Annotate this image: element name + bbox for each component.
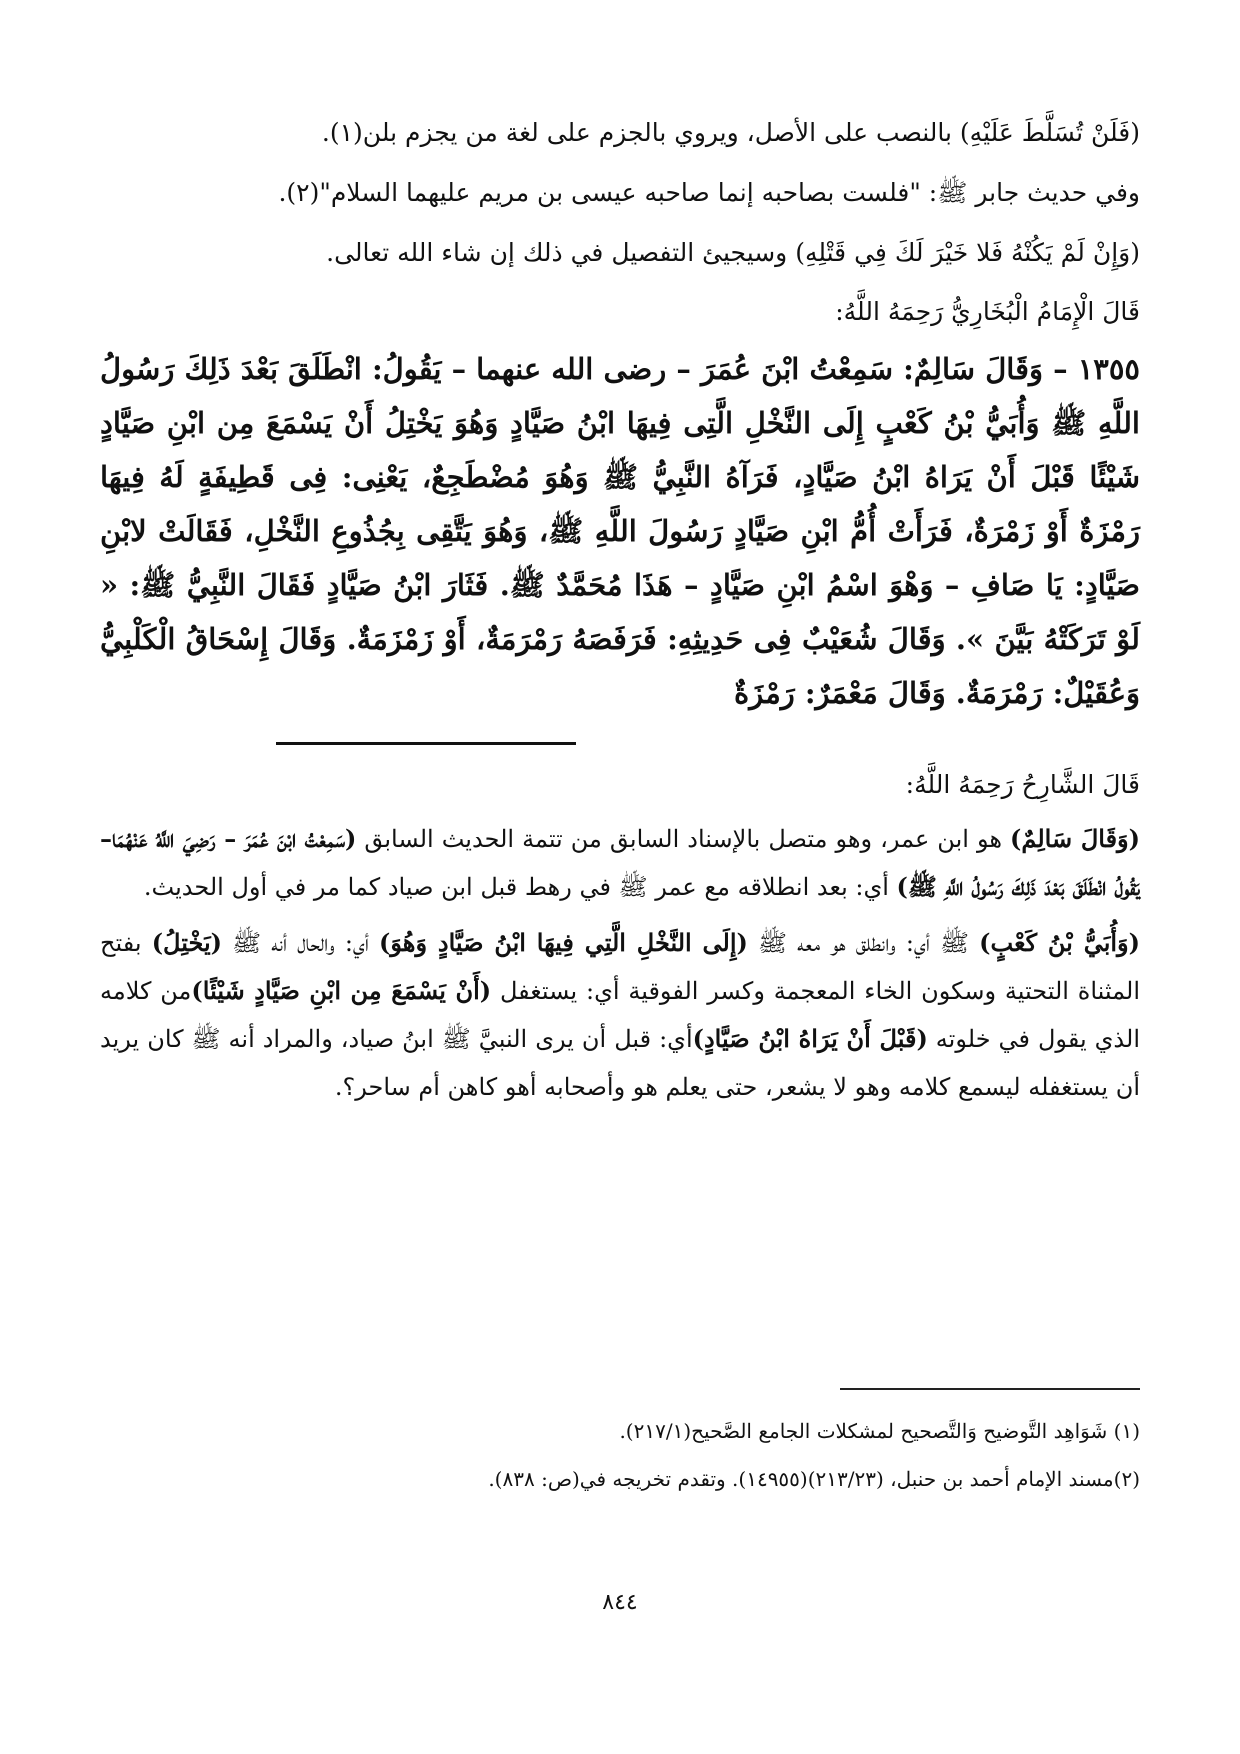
- imam-label: قَالَ الْإِمَامُ الْبُخَارِيُّ رَحِمَهُ اللَّهُ:: [835, 297, 1140, 326]
- page-number: ٨٤٤: [602, 1590, 638, 1615]
- hadith-divider: [276, 742, 576, 745]
- sharih-label: قَالَ الشَّارِحُ رَحِمَهُ اللَّهُ:: [905, 770, 1140, 799]
- commentary-text: من كلامه الذي يقول في خلوته: [100, 977, 1141, 1053]
- intro-line: وفي حديث جابر ﷺ: "فلست بصاحبه إنما صاحبه عيسى بن مريم عليهما السلام"(٢).: [278, 178, 1140, 207]
- commentary-text: ﷺ أي: وانطلق هو معه ﷺ: [747, 929, 980, 957]
- commentary-text: أي: بعد انطلاقه مع عمر ﷺ في رهط قبل ابن صياد كما مر في أول الحديث.: [143, 873, 897, 901]
- footnote-separator: [840, 1388, 1140, 1390]
- intro-line: (وَإِنْ لَمْ يَكُنْهُ فَلا خَيْرَ لَكَ فِي قَتْلِهِ) وسيجيئ التفصيل في ذلك إن شاء الله تعالى.: [326, 238, 1140, 267]
- footnote: (٢)مسند الإمام أحمد بن حنبل، (٢١٣/٢٣)(١٤٩٥٥). وتقدم تخريجه في(ص: ٨٣٨).: [488, 1467, 1140, 1491]
- commentary-bold: (إِلَى النَّخْلِ الَّتِي فِيهَا ابْنُ صَيَّادٍ وَهُوَ): [379, 928, 748, 957]
- hadith-text: ١٣٥٥ – وَقَالَ سَالِمٌ: سَمِعْتُ ابْنَ عُمَرَ – رضى الله عنهما – يَقُولُ: انْطَلَقَ بَعْدَ ذَلِكَ رَسُولُ اللَّهِ ﷺ وَأُبَيُّ بْنُ كَعْبٍ إِلَى النَّخْلِ الَّتِى فِيهَا ابْنُ صَيَّادٍ وَهُوَ يَخْتِلُ أَنْ يَسْمَعَ مِن ابْنِ صَيَّادٍ شَيْئًا قَبْلَ أَنْ يَرَاهُ ابْنُ صَيَّادٍ، فَرَآهُ النَّبِيُّ ﷺ وَهُوَ مُضْطَجِعٌ، يَعْنِى: فِى قَطِيفَةٍ لَهُ فِيهَا رَمْزَةٌ أَوْ زَمْرَةٌ، فَرَأَتْ أُمُّ ابْنِ صَيَّادٍ رَسُولَ اللَّهِ ﷺ، وَهُوَ يَتَّقِى بِجُذُوعِ النَّخْلِ، فَقَالَتْ لابْنِ صَيَّادٍ: يَا صَافِ – وَهْوَ اسْمُ ابْنِ صَيَّادٍ – هَذَا مُحَمَّدٌ ﷺ. فَثَارَ ابْنُ صَيَّادٍ فَقَالَ النَّبِيُّ ﷺ: « لَوْ تَرَكَتْهُ بَيَّنَ ». وَقَالَ شُعَيْبٌ فِى حَدِيثِهِ: فَرَفَصَهُ رَمْرَمَةٌ، أَوْ زَمْزَمَةٌ. وَقَالَ إِسْحَاقُ الْكَلْبِيُّ وَعُقَيْلٌ: رَمْرَمَةٌ. وَقَالَ مَعْمَرٌ: رَمْزَةٌ: [100, 352, 1140, 710]
- commentary-paragraph: [100, 815, 1140, 911]
- commentary-text: بفتح المثناة التحتية وسكون الخاء المعجمة وكسر الفوقية أي: يستغفل: [100, 929, 1141, 1005]
- commentary-bold: (سَمِعْتُ ابْنَ عُمَرَ – رَضِيَ اللَّهُ عَنْهُمَا– يَقُولُ انْطَلَقَ بَعْدَ ذَلِكَ رَسُولُ اللَّهِ ﷺ): [100, 824, 1140, 901]
- commentary-bold: (أَنْ يَسْمَعَ مِن ابْنِ صَيَّادٍ شَيْئًا): [191, 976, 492, 1005]
- commentary-bold: (قَبْلَ أَنْ يَرَاهُ ابْنُ صَيَّادٍ): [692, 1024, 928, 1053]
- intro-section: [100, 110, 1140, 276]
- commentary-bold: (يَخْتِلُ): [151, 928, 222, 957]
- footnotes: [100, 1410, 1140, 1506]
- commentary-bold: (وَقَالَ سَالِمٌ): [1010, 824, 1140, 853]
- commentary-text: أي: قبل أن يرى النبيَّ ﷺ ابنُ صياد، والمراد أنه ﷺ كان يريد أن يستغفله ليسمع كلامه وهو لا يشعر، حتى يعلم هو وأصحابه أهو كاهن أم ساحر؟.: [100, 1025, 1140, 1101]
- commentary-paragraph: [100, 919, 1140, 1111]
- commentary-section: [100, 815, 1140, 1111]
- intro-line: (فَلَنْ تُسَلَّطَ عَلَيْهِ) بالنصب على الأصل، ويروي بالجزم على لغة من يجزم بلن(١).: [321, 118, 1140, 147]
- page: [100, 110, 1140, 1730]
- commentary-text: هو ابن عمر، وهو متصل بالإسناد السابق من تتمة الحديث السابق: [356, 825, 1011, 853]
- commentary-bold: (وَأُبَيُّ بْنُ كَعْبٍ): [979, 928, 1141, 957]
- footnote: (١) شَوَاهِد التَّوضيح وَالتَّصحيح لمشكلات الجامع الصَّحيح(٢١٧/١).: [619, 1419, 1140, 1443]
- commentary-text: أي: والحال أنه ﷺ: [222, 929, 380, 957]
